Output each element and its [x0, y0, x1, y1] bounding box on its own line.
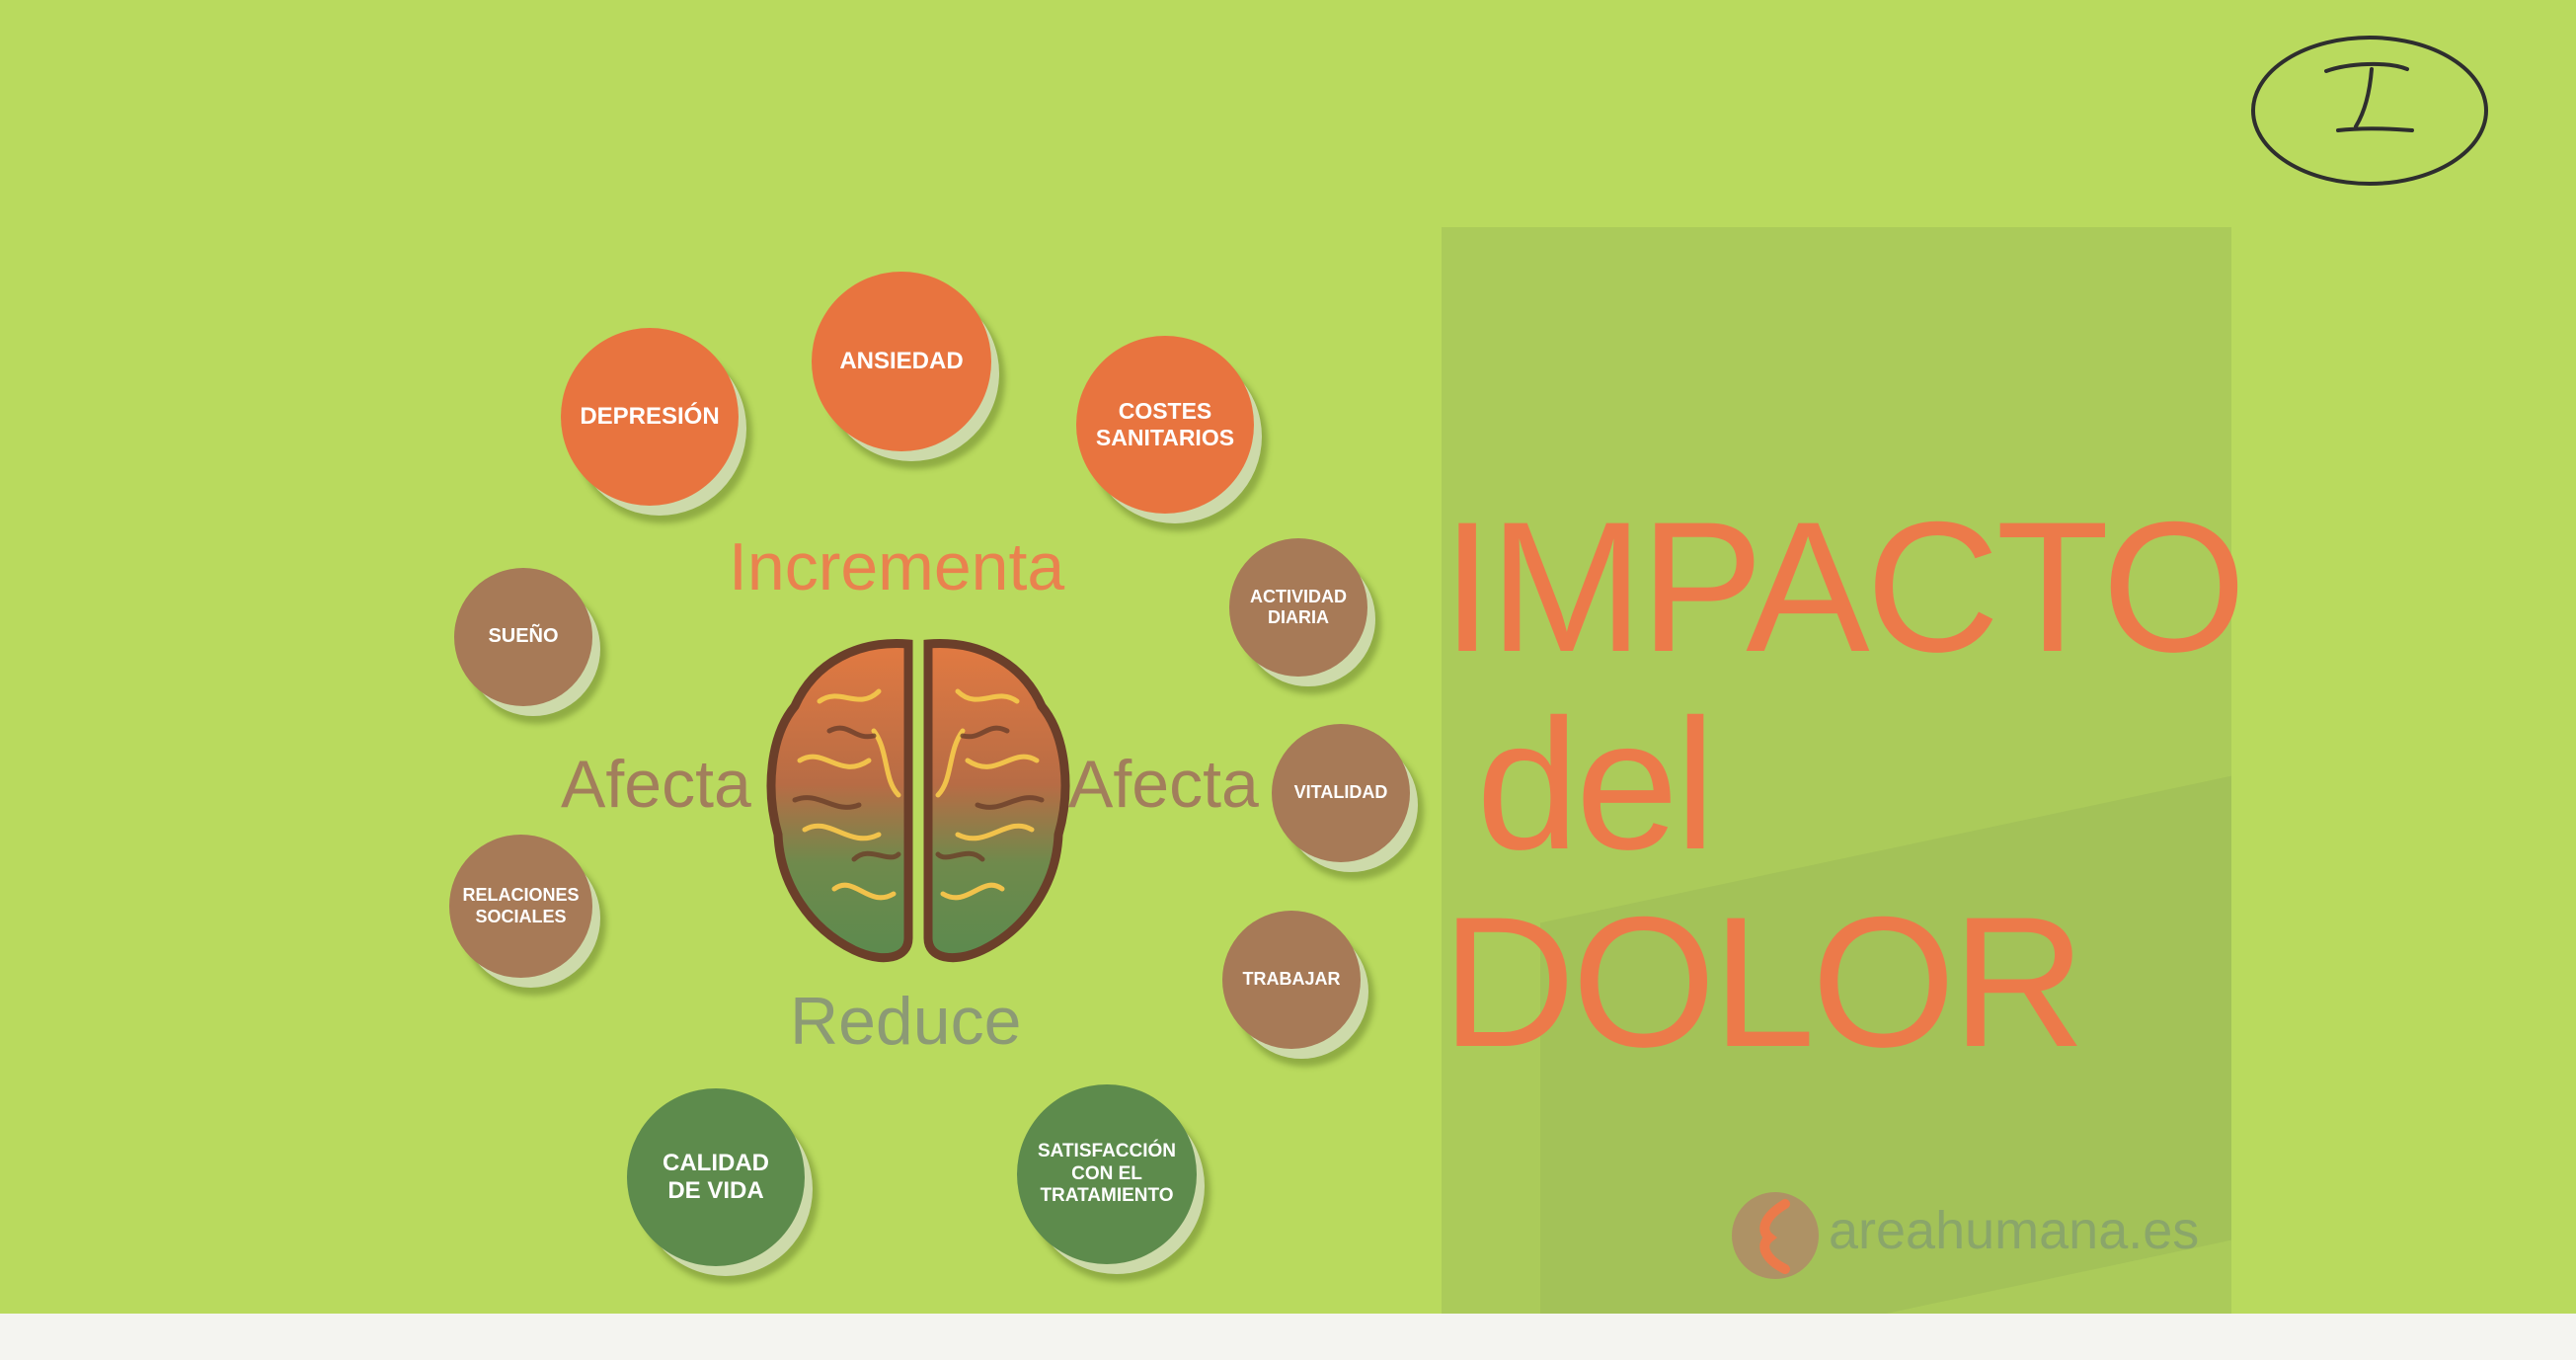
circled-number-mark [2239, 20, 2506, 193]
handwritten-page-number [2239, 20, 2506, 198]
bubble-ansiedad: ANSIEDAD [812, 272, 991, 451]
bubble-satisfaccion-tratamiento: SATISFACCIÓN CON EL TRATAMIENTO [1017, 1084, 1197, 1264]
bubble-actividad-diaria: ACTIVIDAD DIARIA [1229, 538, 1367, 677]
bubble-depresion: DEPRESIÓN [561, 328, 739, 506]
bubble-costes-sanitarios: COSTES SANITARIOS [1076, 336, 1254, 514]
bubble-calidad-de-vida: CALIDAD DE VIDA [627, 1088, 805, 1266]
title-line-impacto: IMPACTO [1442, 483, 2243, 690]
label-afecta-left: Afecta [561, 747, 751, 822]
title-line-del: del [1476, 680, 1712, 888]
title-line-dolor: DOLOR [1442, 878, 2082, 1085]
label-reduce: Reduce [790, 984, 1022, 1059]
bubble-vitalidad: VITALIDAD [1272, 724, 1410, 862]
bubble-trabajar: TRABAJAR [1222, 911, 1361, 1049]
brand-logo-icon [1730, 1190, 1821, 1281]
brand-name: areahumana.es [1829, 1201, 2200, 1260]
label-incrementa: Incrementa [729, 529, 1065, 604]
brain-illustration [760, 632, 1076, 973]
bubble-sueno: SUEÑO [454, 568, 592, 706]
bubble-relaciones-sociales: RELACIONES SOCIALES [449, 835, 592, 978]
label-afecta-right: Afecta [1068, 747, 1259, 822]
